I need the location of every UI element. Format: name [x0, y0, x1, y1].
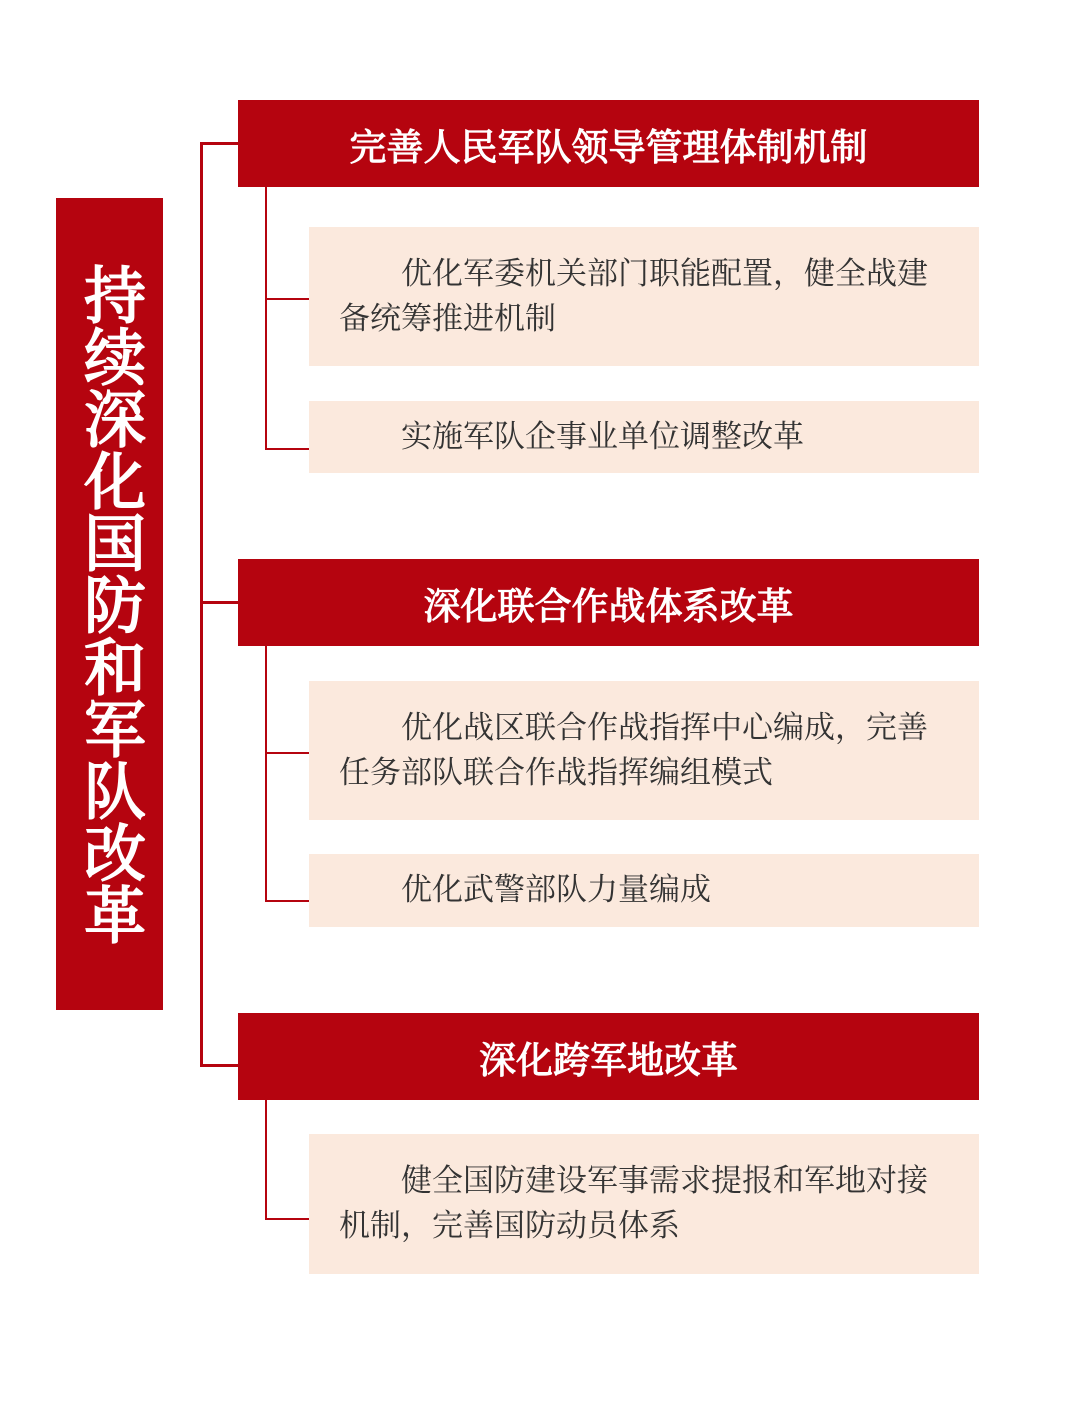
list-item-text: 优化战区联合作战指挥中心编成，完善任务部队联合作战指挥编组模式 [339, 709, 928, 791]
list-item-text: 优化武警部队力量编成 [401, 872, 711, 908]
list-item-text: 实施军队企事业单位调整改革 [401, 418, 804, 455]
trunk-branch-2 [200, 601, 238, 604]
section-heading-text: 深化联合作战体系改革 [423, 583, 794, 628]
section-2-branch-2 [265, 900, 309, 902]
list-item-text: 优化军委机关部门职能配置，健全战建备统筹推进机制 [339, 255, 928, 337]
trunk-branch-3 [200, 1064, 238, 1067]
list-item [309, 401, 979, 473]
section-heading-text: 完善人民军队领导管理体制机制 [349, 124, 868, 169]
section-2-connector [265, 646, 267, 902]
trunk-branch-1 [200, 142, 238, 145]
trunk-line [200, 142, 203, 1067]
section-3-branch-1 [265, 1218, 309, 1220]
list-item [309, 681, 979, 820]
section-1-connector [265, 187, 267, 450]
section-heading-1 [238, 100, 979, 187]
list-item [309, 1134, 979, 1274]
root-title-box [56, 198, 163, 1010]
root-title: 持续深化国防和军队改革 [73, 263, 147, 945]
section-heading-text: 深化跨军地改革 [479, 1037, 738, 1082]
list-item-text: 健全国防建设军事需求提报和军地对接机制，完善国防动员体系 [339, 1163, 928, 1244]
section-heading-3 [238, 1013, 979, 1100]
section-3-connector [265, 1100, 267, 1220]
section-1-branch-1 [265, 298, 309, 300]
section-1-branch-2 [265, 448, 309, 450]
section-heading-2 [238, 559, 979, 646]
list-item [309, 854, 979, 927]
section-2-branch-1 [265, 752, 309, 754]
list-item [309, 227, 979, 366]
